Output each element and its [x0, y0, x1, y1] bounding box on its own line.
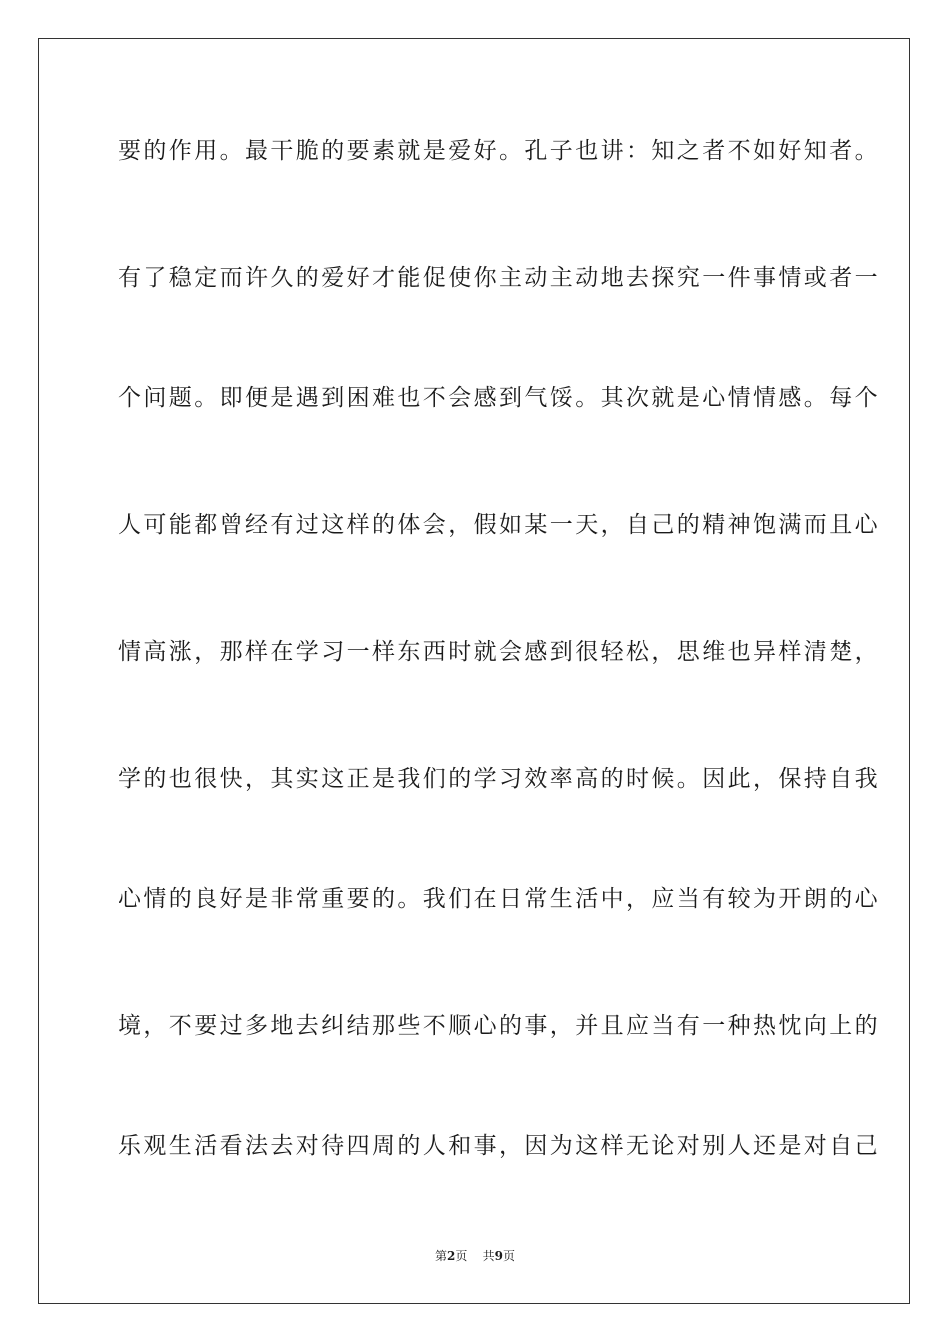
body-text-line: 要的作用。最干脆的要素就是爱好。孔子也讲：知之者不如好知者。 [118, 138, 880, 164]
body-text-line: 个问题。即便是遇到困难也不会感到气馁。其次就是心情情感。每个 [118, 385, 880, 411]
page-footer [0, 1248, 950, 1264]
body-text-line: 境，不要过多地去纠结那些不顺心的事，并且应当有一种热忱向上的 [118, 1013, 880, 1039]
body-text-line: 乐观生活看法去对待四周的人和事，因为这样无论对别人还是对自己 [118, 1133, 880, 1159]
total-page-number: 9 [494, 1249, 503, 1263]
total-pages-label: 共9页 [482, 1249, 516, 1263]
body-text-line: 心情的良好是非常重要的。我们在日常生活中，应当有较为开朗的心 [118, 886, 880, 912]
body-text-line: 学的也很快，其实这正是我们的学习效率高的时候。因此，保持自我 [118, 766, 880, 792]
body-text-line: 情高涨，那样在学习一样东西时就会感到很轻松，思维也异样清楚， [118, 639, 880, 665]
current-page-number: 2 [446, 1249, 456, 1263]
page-border [38, 38, 910, 1304]
body-text-line: 有了稳定而许久的爱好才能促使你主动主动地去探究一件事情或者一 [118, 265, 880, 291]
page-number-label: 第2页 [434, 1249, 468, 1263]
body-text-line: 人可能都曾经有过这样的体会，假如某一天，自己的精神饱满而且心 [118, 512, 880, 538]
